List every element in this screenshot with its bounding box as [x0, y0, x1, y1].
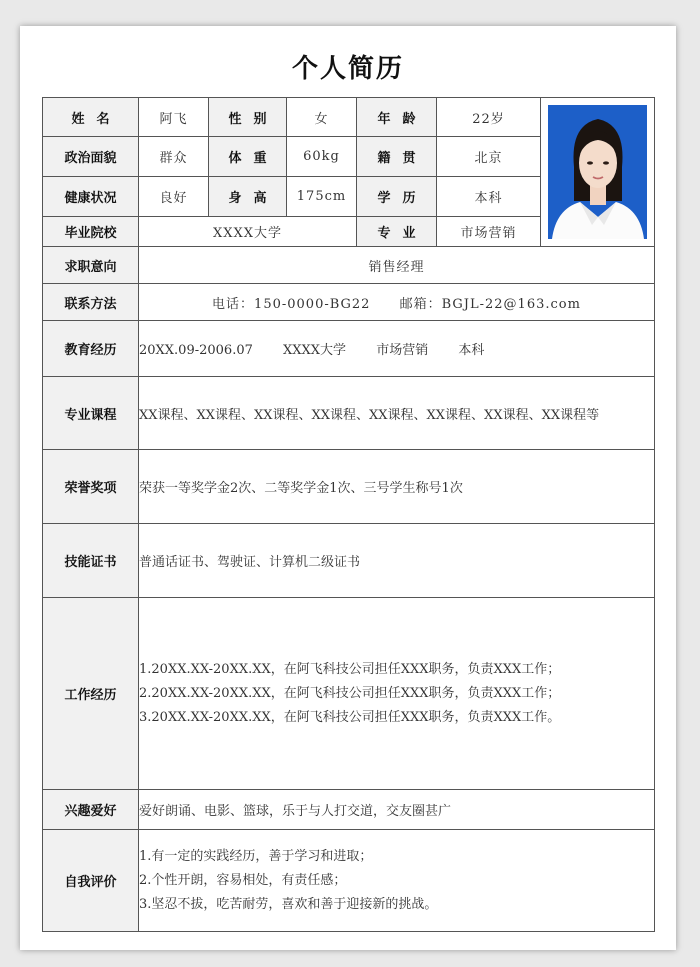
hobbies-value: 爱好朗诵、电影、篮球，乐于与人打交道，交友圈甚广 [139, 790, 655, 830]
education-school: XXXX大学 [283, 343, 347, 358]
profile-photo [548, 105, 647, 239]
health-label: 健康状况 [43, 177, 139, 217]
major-label: 专业 [357, 217, 437, 247]
age-value: 22岁 [437, 98, 541, 137]
name-value: 阿飞 [139, 98, 209, 137]
self-eval-item: 3.坚忍不拔，吃苦耐劳，喜欢和善于迎接新的挑战。 [139, 896, 438, 912]
phone-text: 电话：150-0000-BG22 [212, 296, 371, 312]
age-label: 年龄 [357, 98, 437, 137]
row-education [43, 321, 655, 377]
certificates-value: 普通话证书、驾驶证、计算机二级证书 [139, 524, 655, 598]
hobbies-label: 兴趣爱好 [43, 790, 139, 830]
courses-label: 专业课程 [43, 377, 139, 450]
self-eval-item: 1.有一定的实践经历，善于学习和进取； [139, 848, 373, 864]
education-degree: 本科 [458, 343, 485, 358]
resume-title: 个人简历 [291, 54, 404, 84]
row-courses [43, 377, 655, 450]
portrait-image [548, 105, 647, 239]
education-period: 20XX.09-2006.07 [139, 343, 253, 358]
work-item: 3.20XX.XX-20XX.XX，在阿飞科技公司担任XXX职务，负责XXX工作。 [139, 709, 561, 725]
certificates-label: 技能证书 [43, 524, 139, 598]
resume-page [20, 26, 676, 950]
degree-label: 学历 [357, 177, 437, 217]
work-label: 工作经历 [43, 598, 139, 790]
photo-cell [541, 98, 655, 247]
row-hobbies [43, 790, 655, 830]
work-item: 1.20XX.XX-20XX.XX，在阿飞科技公司担任XXX职务，负责XXX工作； [139, 661, 561, 677]
politics-value: 群众 [139, 137, 209, 177]
school-label: 毕业院校 [43, 217, 139, 247]
row-basic-1 [43, 98, 655, 137]
education-major: 市场营销 [376, 343, 429, 358]
origin-value: 北京 [437, 137, 541, 177]
self-eval-item: 2.个性开朗，容易相处，有责任感； [139, 872, 347, 888]
honors-label: 荣誉奖项 [43, 450, 139, 524]
major-value: 市场营销 [437, 217, 541, 247]
contact-label: 联系方法 [43, 284, 139, 321]
height-label: 身高 [209, 177, 287, 217]
row-honors [43, 450, 655, 524]
self-eval-value [139, 830, 655, 932]
job-intent-label: 求职意向 [43, 247, 139, 284]
work-value [139, 598, 655, 790]
row-work [43, 598, 655, 790]
resume-table [42, 97, 655, 932]
education-value [139, 321, 655, 377]
school-value: XXXX大学 [139, 217, 357, 247]
work-item: 2.20XX.XX-20XX.XX，在阿飞科技公司担任XXX职务，负责XXX工作； [139, 685, 561, 701]
degree-value: 本科 [437, 177, 541, 217]
gender-label: 性别 [209, 98, 287, 137]
name-label: 姓名 [43, 98, 139, 137]
education-label: 教育经历 [43, 321, 139, 377]
weight-label: 体重 [209, 137, 287, 177]
row-self-eval [43, 830, 655, 932]
self-eval-label: 自我评价 [43, 830, 139, 932]
email-text: 邮箱：BGJL-22@163.com [399, 296, 581, 312]
contact-value [139, 284, 655, 321]
gender-value: 女 [287, 98, 357, 137]
origin-label: 籍贯 [357, 137, 437, 177]
row-job-intent [43, 247, 655, 284]
politics-label: 政治面貌 [43, 137, 139, 177]
row-contact [43, 284, 655, 321]
job-intent-value: 销售经理 [139, 247, 655, 284]
row-certificates [43, 524, 655, 598]
courses-value: XX课程、XX课程、XX课程、XX课程、XX课程、XX课程、XX课程、XX课程等 [139, 377, 655, 450]
height-value: 175cm [287, 177, 357, 217]
health-value: 良好 [139, 177, 209, 217]
weight-value: 60kg [287, 137, 357, 177]
honors-value: 荣获一等奖学金2次、二等奖学金1次、三号学生称号1次 [139, 450, 655, 524]
